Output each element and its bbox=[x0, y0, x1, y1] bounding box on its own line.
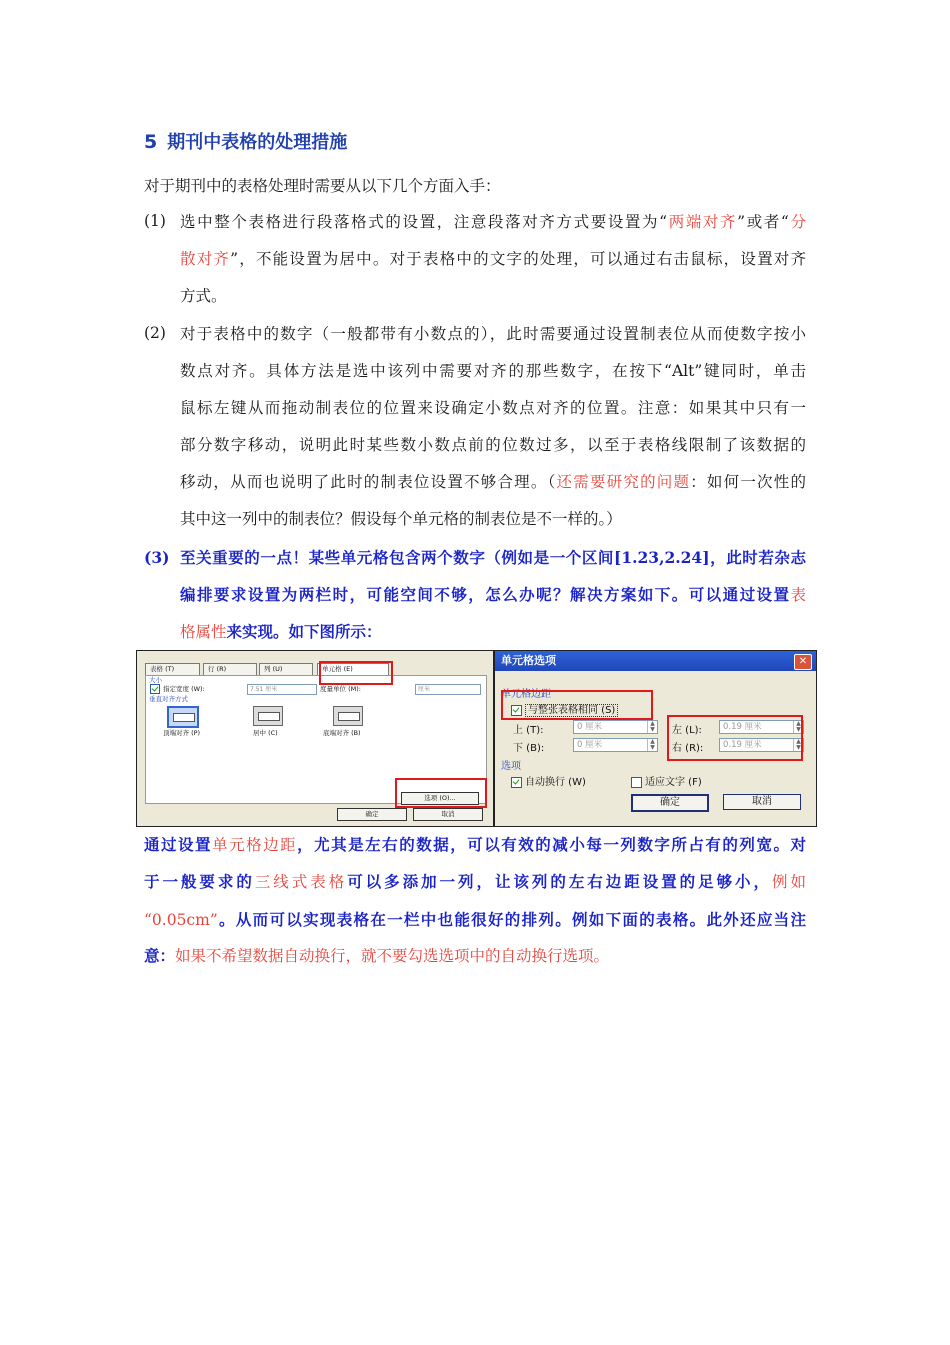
item-3-line-3: 格属性来实现。如下图所示： bbox=[180, 622, 382, 641]
item-1-line-1: 选中整个表格进行段落格式的设置，注意段落对齐方式要设置为“两端对齐”或者“分 bbox=[180, 213, 806, 231]
tab-row[interactable]: 行 (R) bbox=[203, 663, 257, 675]
screenshot-figure bbox=[136, 650, 817, 827]
highlight-table-properties: 格属性 bbox=[180, 623, 227, 641]
highlight-three-line-table: 三线式表格 bbox=[254, 873, 348, 891]
options-group-label: 选项 bbox=[501, 761, 521, 772]
item-3-number: (3) bbox=[144, 548, 170, 567]
right-margin-input[interactable]: 0.19 厘米 ▲ ▼ bbox=[719, 738, 804, 752]
preferred-width-checkbox[interactable]: 指定宽度 (W): bbox=[150, 684, 205, 694]
spinner-icon[interactable]: ▲ ▼ bbox=[647, 721, 657, 733]
item-1-line-3: 方式。 bbox=[180, 287, 227, 305]
item-1-number: (1) bbox=[144, 212, 166, 230]
checkbox-empty-icon[interactable] bbox=[631, 777, 642, 788]
item-3-line-1: 至关重要的一点！某些单元格包含两个数字（例如是一个区间[1.23,2.24]，此时若杂志 bbox=[180, 548, 806, 567]
align-top-label: 顶端对齐 (P) bbox=[163, 729, 201, 737]
item-2-line-5: 移动，从而也说明了此时的制表位设置不够合理。（还需要研究的问题：如何一次性的 bbox=[180, 473, 806, 491]
after-line-2: 于一般要求的三线式表格可以多添加一列，让该列的左右边距设置的足够小，例如 bbox=[144, 872, 806, 891]
checkbox-checked-icon[interactable] bbox=[511, 777, 522, 788]
close-icon[interactable]: ✕ bbox=[794, 654, 812, 670]
top-margin-label: 上 (T): bbox=[513, 725, 544, 736]
cell-options-dialog bbox=[495, 651, 816, 826]
bottom-margin-input[interactable]: 0 厘米 ▲ ▼ bbox=[573, 738, 658, 752]
highlight-box-left-right-margins bbox=[667, 715, 803, 761]
wrap-text-checkbox[interactable]: 自动换行 (W) bbox=[511, 773, 586, 788]
cancel-button[interactable]: 取消 bbox=[723, 794, 801, 810]
same-as-table-checkbox[interactable]: 与整张表格相同 (S) bbox=[511, 701, 618, 716]
align-bottom-icon[interactable] bbox=[333, 706, 363, 726]
intro-paragraph: 对于期刊中的表格处理时需要从以下几个方面入手： bbox=[144, 177, 501, 195]
size-group-label: 大小 bbox=[149, 676, 162, 684]
align-top-icon[interactable] bbox=[167, 706, 199, 728]
after-line-3: “0.05cm”。从而可以实现表格在一栏中也能很好的排列。例如下面的表格。此外还应当注 bbox=[144, 910, 806, 929]
section-number: 5 bbox=[144, 131, 158, 153]
unit-label: 度量单位 (M): bbox=[320, 685, 361, 693]
tab-column[interactable]: 列 (U) bbox=[259, 663, 313, 675]
fit-text-checkbox[interactable]: 适应文字 (F) bbox=[631, 773, 702, 788]
width-input[interactable]: 7.51 厘米 bbox=[247, 684, 317, 695]
highlight-box-options-button bbox=[395, 778, 487, 808]
item-2-line-1: 对于表格中的数字（一般都带有小数点的），此时需要通过设置制表位从而使数字按小 bbox=[180, 325, 806, 343]
after-line-1: 通过设置单元格边距，尤其是左右的数据，可以有效的减小每一列数字所占有的列宽。对 bbox=[144, 835, 806, 854]
cell-margins-group-label: 单元格边距 bbox=[501, 689, 551, 700]
options-button[interactable]: 选项 (O)... bbox=[401, 792, 479, 805]
top-margin-input[interactable]: 0 厘米 ▲ ▼ bbox=[573, 720, 658, 734]
ok-button[interactable]: 确定 bbox=[337, 808, 407, 821]
highlight-box-same-as-table bbox=[501, 690, 653, 720]
section-title: 期刊中表格的处理措施 bbox=[167, 132, 348, 153]
left-margin-label: 左 (L): bbox=[672, 725, 702, 736]
bottom-margin-label: 下 (B): bbox=[513, 743, 545, 754]
tab-table[interactable]: 表格 (T) bbox=[145, 663, 200, 675]
cancel-button[interactable]: 取消 bbox=[413, 808, 483, 821]
after-line-4: 意：如果不希望数据自动换行，就不要勾选选项中的自动换行选项。 bbox=[144, 946, 610, 965]
highlight-wrap-warning: 如果不希望数据自动换行，就不要勾选选项中的自动换行选项。 bbox=[175, 947, 610, 965]
align-bottom-label: 底端对齐 (B) bbox=[323, 729, 361, 737]
item-2-line-2: 数点对齐。具体方法是选中该列中需要对齐的那些数字，在按下“Alt”键同时，单击 bbox=[180, 362, 806, 380]
checkbox-checked-icon[interactable] bbox=[150, 684, 160, 694]
ok-button[interactable]: 确定 bbox=[631, 794, 709, 812]
highlight-box-cell-tab bbox=[319, 661, 393, 685]
item-2-line-3: 鼠标左键从而拖动制表位的位置来设确定小数点对齐的位置。注意：如果其中只有一 bbox=[180, 399, 806, 417]
highlight-two-end-align: 两端对齐 bbox=[667, 213, 738, 231]
item-2-number: (2) bbox=[144, 324, 166, 342]
highlight-cell-margins: 单元格边距 bbox=[212, 836, 298, 854]
unit-select[interactable]: 厘米 bbox=[415, 684, 481, 695]
table-properties-dialog bbox=[137, 651, 495, 826]
highlight-example-value: “0.05cm” bbox=[144, 911, 218, 929]
section-heading bbox=[144, 128, 347, 154]
highlight-research-question: 还需要研究的问题 bbox=[556, 473, 691, 491]
align-center-icon[interactable] bbox=[253, 706, 283, 726]
left-margin-input[interactable]: 0.19 厘米 ▲ ▼ bbox=[719, 720, 804, 734]
tab-cell[interactable]: 单元格 (E) bbox=[317, 663, 389, 675]
item-2-line-6: 其中这一列中的制表位？假设每个单元格的制表位是不一样的。） bbox=[180, 510, 622, 528]
align-center-label: 居中 (C) bbox=[253, 729, 278, 737]
spinner-icon[interactable]: ▲ ▼ bbox=[793, 739, 803, 751]
valign-group-label: 垂直对齐方式 bbox=[149, 695, 188, 703]
highlight-distributed-align: 散对齐 bbox=[180, 250, 231, 268]
item-1-line-2: 散对齐”，不能设置为居中。对于表格中的文字的处理，可以通过右击鼠标，设置对齐 bbox=[180, 250, 806, 268]
spinner-icon[interactable]: ▲ ▼ bbox=[647, 739, 657, 751]
item-2-line-4: 部分数字移动，说明此时某些数小数点前的位数过多，以至于表格线限制了该数据的 bbox=[180, 436, 806, 454]
dialog-title: 单元格选项 bbox=[495, 651, 816, 671]
spinner-icon[interactable]: ▲ ▼ bbox=[793, 721, 803, 733]
right-margin-label: 右 (R): bbox=[672, 743, 704, 754]
item-3-line-2: 编排要求设置为两栏时，可能空间不够，怎么办呢？解决方案如下。可以通过设置表 bbox=[180, 585, 806, 604]
